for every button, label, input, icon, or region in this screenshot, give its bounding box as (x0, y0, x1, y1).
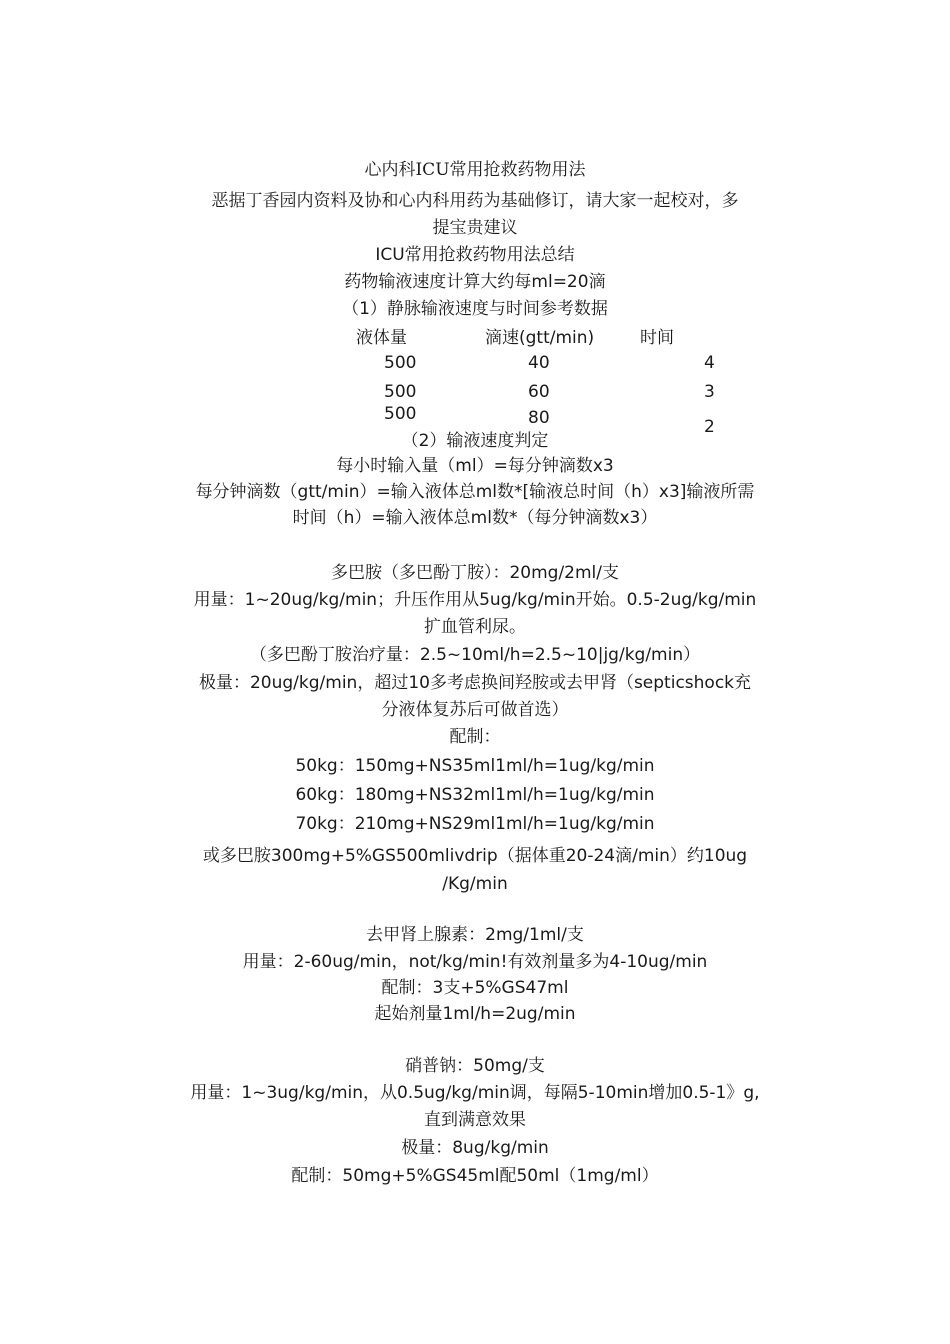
table-cell: 60 (528, 382, 550, 402)
dopamine-prep-60kg: 60kg：180mg+NS32ml1ml/h=1ug/kg/min (295, 785, 655, 805)
table-cell: 500 (384, 404, 417, 424)
dopamine-alt-line-1: 或多巴胺300mg+5%GS500mlivdrip（据体重20-24滴/min）约10ug (202, 846, 748, 866)
norepinephrine-heading: 去甲肾上腺素：2mg/1ml/支 (366, 925, 584, 945)
formula-hourly-input: 每小时输入量（ml）=每分钟滴数x3 (336, 456, 614, 476)
intro-text-line-2: 提宝贵建议 (432, 218, 518, 238)
section-2-heading: （2）输液速度判定 (401, 431, 549, 451)
table-cell: 500 (384, 382, 417, 402)
norepinephrine-dose: 用量：2-60ug/min，not/kg/min!有效剂量多为4-10ug/min (242, 952, 708, 972)
table-header-drip-rate: 滴速(gtt/min) (485, 328, 595, 348)
table-header-volume: 液体量 (356, 328, 407, 348)
table-cell: 3 (704, 382, 715, 402)
subtitle: ICU常用抢救药物用法总结 (375, 245, 575, 265)
table-cell: 2 (704, 417, 715, 437)
dopamine-dose-line-2: 扩血管利尿。 (424, 617, 526, 637)
norepinephrine-prep: 配制：3支+5%GS47ml (381, 978, 569, 998)
nitroprusside-heading: 硝普钠：50mg/支 (405, 1056, 545, 1076)
dopamine-dose-line-1: 用量：1~20ug/kg/min；升压作用从5ug/kg/min开始。0.5-2ug/kg/min (193, 590, 757, 610)
document-title: 心内科ICU常用抢救药物用法 (364, 160, 586, 180)
formula-drops-per-minute-line-1: 每分钟滴数（gtt/min）=输入液体总ml数*[输液总时间（h）x3]输液所需 (195, 482, 755, 502)
dopamine-prep-label: 配制： (449, 727, 501, 747)
dopamine-prep-70kg: 70kg：210mg+NS29ml1ml/h=1ug/kg/min (295, 814, 655, 834)
norepinephrine-start-dose: 起始剂量1ml/h=2ug/min (374, 1004, 576, 1024)
table-cell: 40 (528, 353, 550, 373)
dopamine-alt-line-2: /Kg/min (442, 874, 508, 894)
intro-text-line-1: 恶据丁香园内资料及协和心内科用药为基础修订，请大家一起校对，多 (211, 191, 739, 211)
table-header-time: 时间 (640, 328, 674, 348)
dopamine-max-line-1: 极量：20ug/kg/min，超过10多考虑换间羟胺或去甲肾（septicshock充 (198, 673, 752, 693)
formula-drops-per-minute-line-2: 时间（h）=输入液体总ml数*（每分钟滴数x3） (292, 508, 658, 528)
section-1-heading: （1）静脉输液速度与时间参考数据 (342, 299, 608, 319)
drip-rate-note: 药物输液速度计算大约每ml=20滴 (344, 272, 606, 292)
nitroprusside-dose-line-2: 直到满意效果 (424, 1110, 526, 1130)
table-cell: 500 (384, 353, 417, 373)
dopamine-max-line-2: 分液体复苏后可做首选） (381, 700, 569, 720)
dopamine-heading: 多巴胺（多巴酚丁胺）：20mg/2ml/支 (330, 563, 620, 583)
nitroprusside-dose-line-1: 用量：1~3ug/kg/min，从0.5ug/kg/min调，每隔5-10min增加0.5-1》g, (190, 1083, 760, 1103)
nitroprusside-prep: 配制：50mg+5%GS45ml配50ml（1mg/ml） (291, 1166, 659, 1186)
nitroprusside-max: 极量：8ug/kg/min (401, 1138, 549, 1158)
dobutamine-dose: （多巴酚丁胺治疗量：2.5~10ml/h=2.5~10|jg/kg/min） (249, 645, 701, 665)
table-cell: 80 (528, 408, 550, 428)
dopamine-prep-50kg: 50kg：150mg+NS35ml1ml/h=1ug/kg/min (295, 756, 655, 776)
table-cell: 4 (704, 353, 715, 373)
